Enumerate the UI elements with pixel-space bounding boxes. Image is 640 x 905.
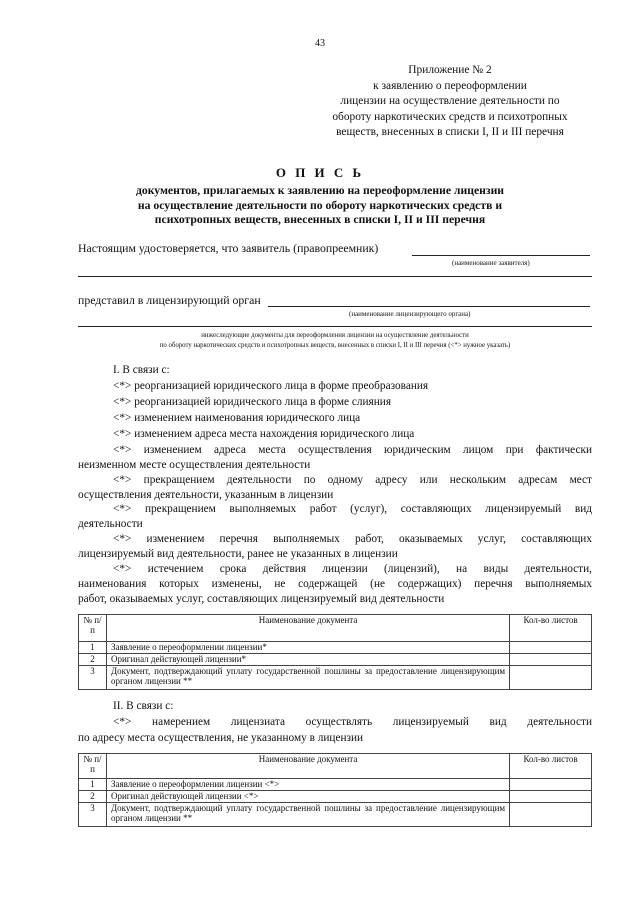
certify-text: Настоящим удостоверяется, что заявитель (правопреемник) (78, 241, 379, 255)
section1-item: <*> изменением наименования юридического лица (113, 412, 361, 424)
section1-long-item: <*> истечением срока действия лицензии (лицензий), на виды деятельности, (113, 563, 592, 575)
header-number: № п/п (79, 615, 107, 642)
applicant-caption: (наименование заявителя) (452, 259, 530, 267)
header-sheet-count: Кол-во листов (510, 615, 592, 642)
table-row (79, 666, 592, 690)
section1-long-item-cont: лицензируемый вид деятельности, ранее не указанных в лицензии (78, 548, 398, 560)
appendix-line: Приложение № 2 (408, 64, 492, 76)
cell-sheet-count[interactable] (510, 642, 592, 654)
submitted-text: представил в лицензирующий орган (78, 293, 261, 307)
cell-document-name: Оригинал действующей лицензии <*> (106, 791, 509, 803)
section1-item: <*> изменением адреса места нахождения юридического лица (113, 428, 415, 440)
documents-caption (78, 331, 592, 351)
header-document-name: Наименование документа (106, 615, 509, 642)
section1-long-item: <*> прекращением выполняемых работ (услуг), составляющих лицензируемый вид (113, 503, 592, 515)
appendix-line: лицензии на осуществление деятельности по (340, 95, 560, 107)
section2-heading: II. В связи с: (113, 700, 174, 712)
cell-document-name: Оригинал действующей лицензии* (106, 654, 509, 666)
page-number: 43 (315, 38, 325, 49)
appendix-line: веществ, внесенных в списки I, II и III перечня (336, 126, 564, 138)
cell-sheet-count[interactable] (510, 654, 592, 666)
cell-sheet-count[interactable] (510, 666, 592, 690)
cell-document-name: Документ, подтверждающий уплату государственной пошлины за предоставление лицензирующим органом лицензии ** (106, 666, 509, 690)
cell-sheet-count[interactable] (510, 779, 592, 791)
applicant-field[interactable] (412, 255, 590, 256)
section1-long-item-cont: осуществления деятельности, указанным в лицензии (78, 489, 334, 501)
document-title: О П И С Ь (275, 165, 365, 180)
applicant-field-line2[interactable] (78, 276, 592, 277)
documents-table-2 (78, 753, 592, 827)
table-row (79, 654, 592, 666)
cell-sheet-count[interactable] (510, 803, 592, 827)
header-document-name: Наименование документа (106, 754, 509, 779)
table-row (79, 642, 592, 654)
cell-number: 3 (79, 666, 107, 690)
appendix-line: к заявлению о переоформлении (373, 79, 527, 92)
authority-field[interactable] (268, 306, 590, 307)
header-number: № п/п (79, 754, 107, 779)
table-row (79, 779, 592, 791)
cell-document-name: Заявление о переоформлении лицензии <*> (106, 779, 509, 791)
cell-number: 3 (79, 803, 107, 827)
section1-long-item-cont: деятельности (78, 518, 143, 530)
cell-document-name: Заявление о переоформлении лицензии* (106, 642, 509, 654)
subtitle-line: документов, прилагаемых к заявлению на переоформление лицензии (135, 184, 505, 197)
cell-number: 1 (79, 779, 107, 791)
subtitle-line: психотропных веществ, внесенных в списки I, II и III перечня (154, 213, 486, 227)
cell-number: 2 (79, 791, 107, 803)
table-header-row (79, 754, 592, 779)
authority-field-line2[interactable] (78, 326, 592, 327)
cell-document-name: Документ, подтверждающий уплату государственной пошлины за предоставление лицензирующим органом лицензии ** (106, 803, 509, 827)
document-subtitle (70, 184, 570, 228)
documents-caption-line: по обороту наркотических средств и психотропных веществ, внесенных в списки I, II и III перечня (<*> нужное указать) (159, 342, 511, 349)
table-row (79, 803, 592, 827)
authority-caption: (наименование лицензирующего органа) (349, 310, 471, 318)
cell-number: 2 (79, 654, 107, 666)
documents-caption-line: нижеследующие документы для переоформления лицензии на осуществление деятельности (201, 332, 469, 339)
section1-item: <*> реорганизацией юридического лица в форме слияния (113, 396, 392, 408)
section1-item: <*> реорганизацией юридического лица в форме преобразования (113, 380, 429, 392)
section1-long-item: <*> изменением адреса места осуществления юридическим лицом при фактически (113, 444, 592, 456)
cell-number: 1 (79, 642, 107, 654)
appendix-header (300, 63, 600, 141)
table-row (79, 791, 592, 803)
section1-long-item-cont: работ, оказываемых услуг, составляющих лицензируемый вид деятельности (78, 593, 445, 605)
appendix-line: обороту наркотических средств и психотропных (332, 110, 568, 123)
section1-heading: I. В связи с: (113, 364, 170, 376)
section1-long-item: <*> изменением перечня выполняемых работ, оказываемых услуг, составляющих (113, 533, 592, 545)
cell-sheet-count[interactable] (510, 791, 592, 803)
section1-long-item-cont: неизменном месте осуществления деятельности (78, 459, 311, 471)
subtitle-line: на осуществление деятельности по обороту наркотических средств и (137, 198, 503, 212)
documents-table-1 (78, 614, 592, 690)
section2-item: <*> намерением лицензиата осуществлять лицензируемый вид деятельности (113, 716, 592, 728)
section2-item-cont: по адресу места осуществления, не указанному в лицензии (78, 732, 364, 744)
table-header-row (79, 615, 592, 642)
section1-long-item-cont: наименования которых изменены, не содержащей (не содержащих) перечня выполняемых (78, 578, 592, 590)
header-sheet-count: Кол-во листов (510, 754, 592, 779)
section1-long-item: <*> прекращением деятельности по одному адресу или нескольким адресам мест (113, 474, 592, 486)
